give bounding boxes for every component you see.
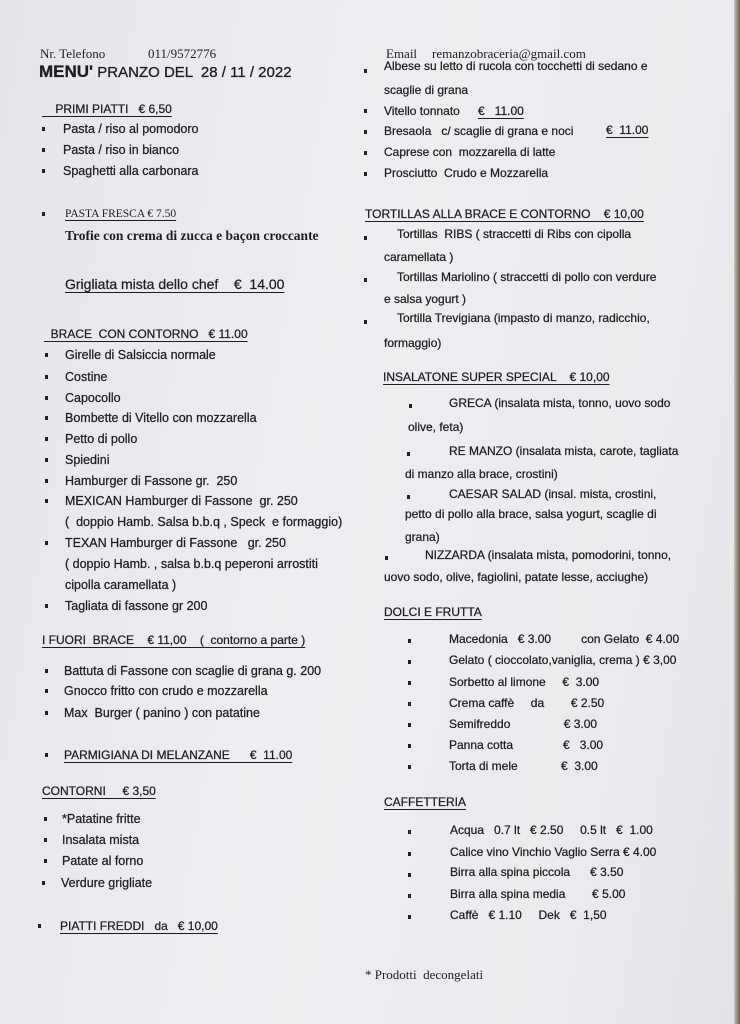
bullet-icon xyxy=(407,452,410,456)
list-item-detail: uovo sodo, olive, fagiolini, patate lesse, acciughe) xyxy=(384,570,649,584)
bullet-icon xyxy=(42,169,45,173)
list-item: Bresaola c/ scaglie di grana e noci xyxy=(384,124,574,138)
dolci-heading: DOLCI E FRUTTA xyxy=(384,605,482,619)
bullet-icon xyxy=(45,396,48,400)
list-item: Battuta di Fassone con scaglie di grana g. 200 xyxy=(64,664,322,678)
list-item: *Patatine fritte xyxy=(62,812,141,826)
list-item: Crema caffè da € 2.50 xyxy=(449,696,605,710)
bullet-icon xyxy=(408,681,411,685)
list-item: Bombette di Vitello con mozzarella xyxy=(65,411,257,425)
title-date: PRANZO DEL 28 / 11 / 2022 xyxy=(97,64,292,81)
list-item: Insalata mista xyxy=(62,833,140,847)
phone-label: Nr. Telefono xyxy=(40,46,106,61)
list-item: Prosciutto Crudo e Mozzarella xyxy=(384,166,549,180)
list-item-detail: caramellata ) xyxy=(384,250,454,264)
bullet-icon xyxy=(38,924,41,928)
email-label: Email xyxy=(386,46,418,61)
parmigiana-item: PARMIGIANA DI MELANZANE € 11.00 xyxy=(64,748,293,762)
bullet-icon xyxy=(45,604,48,608)
insalatone-heading: INSALATONE SUPER SPECIAL € 10,00 xyxy=(383,370,610,384)
list-item: Pasta / riso al pomodoro xyxy=(63,122,199,136)
list-item: Tortillas Mariolino ( straccetti di pollo con verdure xyxy=(397,270,657,284)
list-item: Calice vino Vinchio Vaglio Serra € 4.00 xyxy=(450,845,657,859)
bullet-icon xyxy=(364,130,367,134)
list-item: CAESAR SALAD (insal. mista, crostini, xyxy=(449,487,657,501)
bullet-icon xyxy=(45,711,48,715)
list-item: RE MANZO (insalata mista, carote, tagliata xyxy=(449,444,679,458)
list-item-detail: olive, feta) xyxy=(408,420,464,434)
caffetteria-heading: CAFFETTERIA xyxy=(384,795,467,809)
list-item: Spaghetti alla carbonara xyxy=(63,164,199,178)
list-item-detail: di manzo alla brace, crostini) xyxy=(405,467,558,481)
list-item-detail: petto di pollo alla brace, salsa yogurt, scaglie di xyxy=(405,507,657,521)
list-item: Gnocco fritto con crudo e mozzarella xyxy=(64,684,268,698)
list-item: TEXAN Hamburger di Fassone gr. 250 xyxy=(65,536,286,550)
bullet-icon xyxy=(408,660,411,664)
list-item: Spiedini xyxy=(65,453,110,467)
brace-heading: BRACE CON CONTORNO € 11.00 xyxy=(50,327,248,341)
contorni-heading: CONTORNI € 3,50 xyxy=(42,784,156,798)
bullet-icon xyxy=(364,278,367,282)
list-item: Sorbetto al limone € 3.00 xyxy=(449,675,600,689)
grigliata-item: Grigliata mista dello chef € 14.00 xyxy=(65,276,285,292)
list-item: Acqua 0.7 lt € 2.50 0.5 lt € 1.00 xyxy=(450,823,653,837)
bullet-icon xyxy=(42,212,45,216)
list-item: Birra alla spina piccola € 3.50 xyxy=(450,865,624,879)
list-item: Costine xyxy=(65,370,108,384)
bullet-icon xyxy=(385,556,388,560)
pasta-fresca-heading: PASTA FRESCA € 7.50 xyxy=(65,208,177,220)
bullet-icon xyxy=(408,830,411,834)
bullet-icon xyxy=(364,69,367,73)
title-menu: MENU' xyxy=(39,62,94,81)
bullet-icon xyxy=(42,127,45,131)
piatti-freddi-heading: PIATTI FREDDI da € 10,00 xyxy=(60,919,218,933)
list-item: Vitello tonnato xyxy=(384,104,460,118)
bullet-icon xyxy=(42,148,45,152)
list-item: Tagliata di fassone gr 200 xyxy=(65,599,208,613)
bullet-icon xyxy=(364,236,367,240)
list-item: Caffè € 1.10 Dek € 1,50 xyxy=(450,908,607,922)
list-item: Girelle di Salsiccia normale xyxy=(65,348,216,362)
bullet-icon xyxy=(364,172,367,176)
list-item-detail: e salsa yogurt ) xyxy=(384,292,467,306)
bullet-icon xyxy=(45,458,48,462)
bullet-icon xyxy=(45,499,48,503)
list-item: MEXICAN Hamburger di Fassone gr. 250 xyxy=(65,494,298,508)
bullet-icon xyxy=(44,859,47,863)
list-item: Hamburger di Fassone gr. 250 xyxy=(65,474,238,488)
list-item: Tortillas RIBS ( straccetti di Ribs con cipolla xyxy=(397,227,632,241)
list-item: Semifreddo € 3.00 xyxy=(449,717,598,731)
bullet-icon xyxy=(408,894,411,898)
list-item: Panna cotta € 3.00 xyxy=(449,738,604,752)
pasta-fresca-item: Trofie con crema di zucca e baçon croccante xyxy=(65,228,319,243)
bullet-icon xyxy=(364,320,367,324)
list-item: Birra alla spina media € 5.00 xyxy=(450,887,626,901)
price: € 11.00 xyxy=(606,123,649,137)
email-address: remanzobraceria@gmail.com xyxy=(432,46,586,61)
bullet-icon xyxy=(408,723,411,727)
footer-note: * Prodotti decongelati xyxy=(365,967,484,982)
bullet-icon xyxy=(44,817,47,821)
bullet-icon xyxy=(45,353,48,357)
bullet-icon xyxy=(42,881,45,885)
bullet-icon xyxy=(45,669,48,673)
list-item-detail: cipolla caramellata ) xyxy=(65,578,177,592)
bullet-icon xyxy=(45,753,48,757)
bullet-icon xyxy=(408,702,411,706)
list-item-detail: ( doppio Hamb. , salsa b.b.q peperoni arrostiti xyxy=(65,557,318,571)
bullet-icon xyxy=(45,437,48,441)
bullet-icon xyxy=(409,404,412,408)
price: € 11.00 xyxy=(478,104,524,118)
list-item: Petto di pollo xyxy=(65,432,138,446)
fuori-brace-heading: I FUORI BRACE € 11,00 ( contorno a parte ) xyxy=(42,633,306,647)
bullet-icon xyxy=(408,915,411,919)
bullet-icon xyxy=(408,765,411,769)
list-item: Torta di mele € 3.00 xyxy=(449,759,598,773)
list-item: Verdure grigliate xyxy=(61,876,153,890)
bullet-icon xyxy=(364,109,367,113)
list-item: NIZZARDA (insalata mista, pomodorini, tonno, xyxy=(425,548,672,562)
page-title xyxy=(39,64,292,81)
list-item: Pasta / riso in bianco xyxy=(63,143,180,157)
bullet-icon xyxy=(45,479,48,483)
bullet-icon xyxy=(364,151,367,155)
bullet-icon xyxy=(408,639,411,643)
bullet-icon xyxy=(45,416,48,420)
bullet-icon xyxy=(44,838,47,842)
list-item: Patate al forno xyxy=(62,854,144,868)
bullet-icon xyxy=(407,495,410,499)
bullet-icon xyxy=(45,689,48,693)
list-item: Capocollo xyxy=(65,391,121,405)
list-item: GRECA (insalata mista, tonno, uovo sodo xyxy=(449,396,671,410)
bullet-icon xyxy=(408,852,411,856)
bullet-icon xyxy=(45,375,48,379)
list-item: Caprese con mozzarella di latte xyxy=(384,145,556,159)
primi-heading: PRIMI PIATTI € 6,50 xyxy=(55,102,172,116)
bullet-icon xyxy=(45,541,48,545)
phone-number: 011/9572776 xyxy=(148,46,217,61)
list-item: Max Burger ( panino ) con patatine xyxy=(64,706,260,720)
list-item: Macedonia € 3.00 con Gelato € 4.00 xyxy=(449,632,680,646)
list-item-detail: ( doppio Hamb. Salsa b.b.q , Speck e formaggio) xyxy=(65,515,343,529)
table-edge xyxy=(734,0,740,1024)
list-item: Albese su letto di rucola con tocchetti di sedano e xyxy=(384,59,648,73)
bullet-icon xyxy=(408,873,411,877)
bullet-icon xyxy=(408,744,411,748)
list-item: Tortilla Trevigiana (impasto di manzo, radicchio, xyxy=(397,311,650,325)
list-item-detail: formaggio) xyxy=(384,336,442,350)
tortillas-heading: TORTILLAS ALLA BRACE E CONTORNO € 10,00 xyxy=(365,207,644,221)
list-item-detail: scaglie di grana xyxy=(384,83,469,97)
list-item-detail: grana) xyxy=(405,530,440,544)
list-item: Gelato ( cioccolato,vaniglia, crema ) € 3,00 xyxy=(449,653,677,667)
